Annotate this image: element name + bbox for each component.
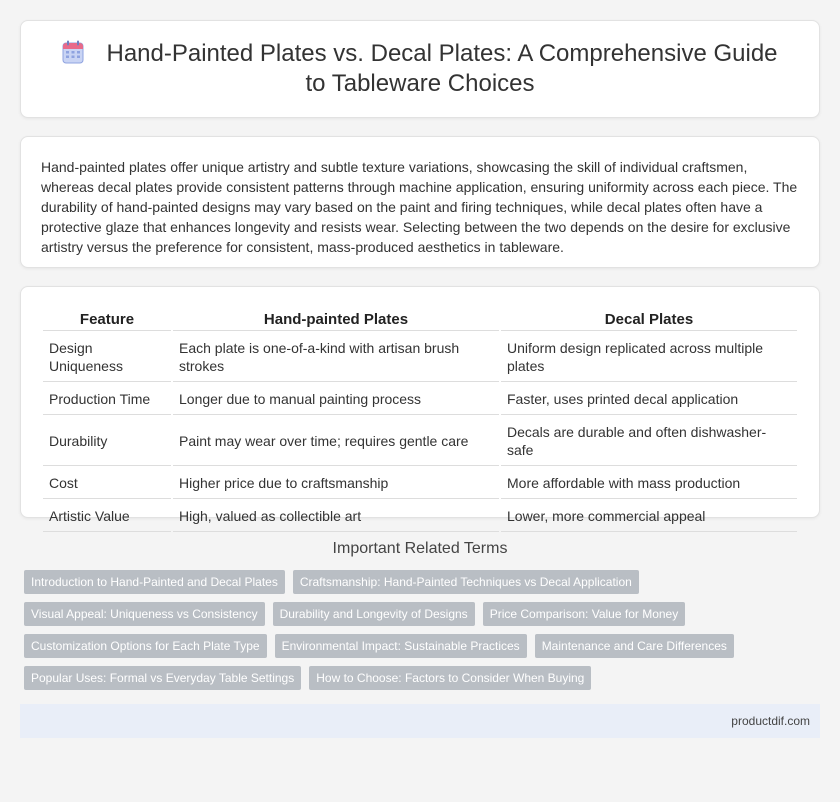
table-cell: Durability [43,417,171,466]
related-term-tag[interactable]: Customization Options for Each Plate Type [24,634,267,658]
table-cell: Higher price due to craftsmanship [173,468,499,499]
related-term-tag[interactable]: Maintenance and Care Differences [535,634,734,658]
comparison-card [20,286,820,524]
table-cell: Design Uniqueness [43,333,171,382]
column-header-decal: Decal Plates [501,309,797,331]
related-terms-section [20,540,820,690]
table-cell: Paint may wear over time; requires gentle care [173,417,499,466]
table-row [43,468,797,499]
table-cell: Longer due to manual painting process [173,384,499,415]
related-term-tag[interactable]: How to Choose: Factors to Consider When Buying [309,666,591,690]
intro-card [20,136,820,268]
table-cell: Each plate is one-of-a-kind with artisan brush strokes [173,333,499,382]
column-header-hand-painted: Hand-painted Plates [173,309,499,331]
table-cell: Cost [43,468,171,499]
table-cell: High, valued as collectible art [173,501,499,532]
column-header-feature: Feature [43,309,171,331]
title-card [20,20,820,118]
table-cell: Decals are durable and often dishwasher-safe [501,417,797,466]
calendar-icon [62,40,84,64]
table-header-row [43,309,797,331]
table-cell: Artistic Value [43,501,171,532]
related-term-tag[interactable]: Environmental Impact: Sustainable Practices [275,634,527,658]
related-terms-tags [20,570,820,690]
related-term-tag[interactable]: Price Comparison: Value for Money [483,602,686,626]
related-term-tag[interactable]: Visual Appeal: Uniqueness vs Consistency [24,602,265,626]
table-cell: Uniform design replicated across multiple plates [501,333,797,382]
table-row [43,417,797,466]
table-cell: Production Time [43,384,171,415]
related-term-tag[interactable]: Introduction to Hand-Painted and Decal Plates [24,570,285,594]
related-terms-heading: Important Related Terms [332,540,508,557]
page-title-text: Hand-Painted Plates vs. Decal Plates: A Comprehensive Guide to Tableware Choices [106,40,778,97]
intro-paragraph: Hand-painted plates offer unique artistry and subtle texture variations, showcasing the skill of individual craftsmen, whereas decal plates provide consistent patterns through machine application, ensuring uniformity across each piece. The durability of hand-painted designs may vary based on the paint and firing techniques, while decal plates often have a protective glaze that enhances longevity and resists wear. Selecting between the two depends on the desire for exclusive artistry versus the preference for consistent, mass-produced aesthetics in tableware. [41,159,798,255]
footer-site-link[interactable]: productdif.com [731,714,810,728]
table-cell: More affordable with mass production [501,468,797,499]
page-title [61,39,779,99]
related-term-tag[interactable]: Popular Uses: Formal vs Everyday Table Settings [24,666,301,690]
table-row [43,384,797,415]
footer [20,704,820,738]
related-term-tag[interactable]: Durability and Longevity of Designs [273,602,475,626]
table-cell: Lower, more commercial appeal [501,501,797,532]
table-row [43,501,797,532]
table-row [43,333,797,382]
comparison-table [41,307,799,534]
related-term-tag[interactable]: Craftsmanship: Hand-Painted Techniques vs Decal Application [293,570,639,594]
table-cell: Faster, uses printed decal application [501,384,797,415]
